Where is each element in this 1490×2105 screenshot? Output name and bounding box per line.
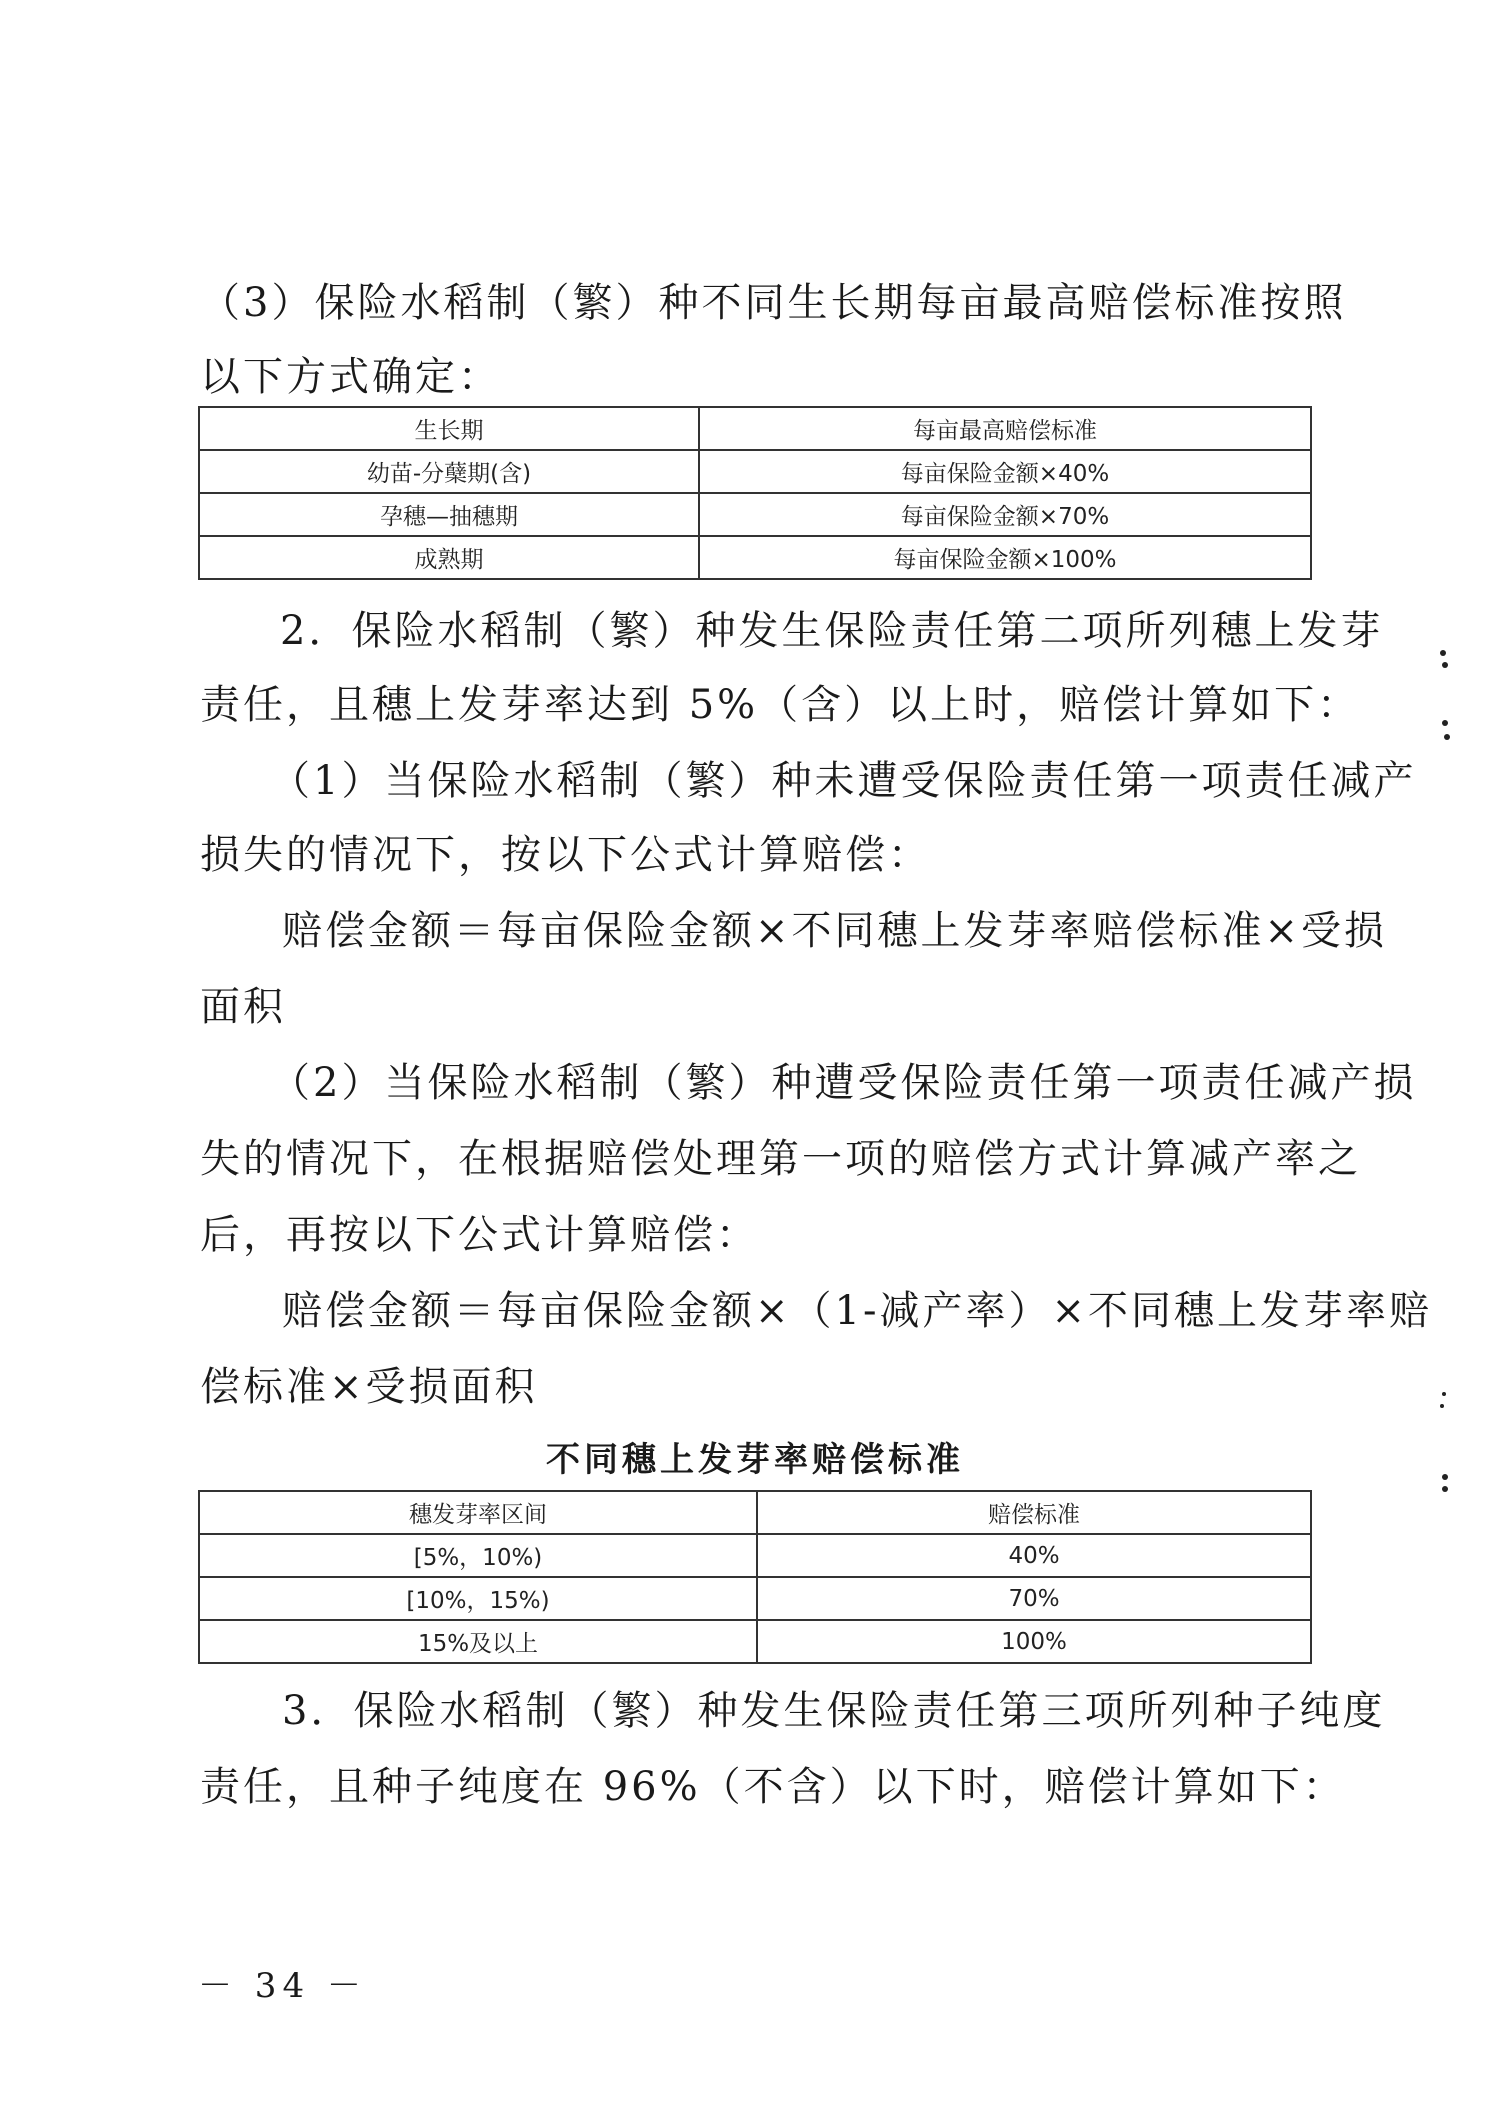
table-cell: 70% [757,1577,1311,1620]
paragraph-line: （2）当保险水稻制（繁）种遭受保险责任第一项责任减产损 [270,1060,1417,1106]
paragraph-line: 责任，且穗上发芽率达到 5%（含）以上时，赔偿计算如下： [200,682,1361,728]
paragraph-line: 3．保险水稻制（繁）种发生保险责任第三项所列种子纯度 [282,1688,1386,1734]
paragraph-line: （1）当保险水稻制（繁）种未遭受保险责任第一项责任减产 [270,758,1417,804]
table-cell: [10%，15%) [199,1577,757,1620]
table-cell: 每亩保险金额×100% [699,536,1311,579]
formula-line: 面积 [200,984,286,1030]
formula-line: 偿标准×受损面积 [200,1364,538,1410]
table-cell: [5%，10%) [199,1534,757,1577]
paragraph-line: 责任，且种子纯度在 96%（不含）以下时，赔偿计算如下： [200,1764,1346,1810]
scan-speck [1440,650,1446,656]
paragraph-line: 2．保险水稻制（繁）种发生保险责任第二项所列穗上发芽 [280,608,1384,654]
table-cell: 15%及以上 [199,1620,757,1663]
table-row [199,493,1311,536]
paragraph-line: 后，再按以下公式计算赔偿： [200,1212,759,1258]
sprouting-rate-compensation-table [198,1490,1312,1664]
table-row [199,1620,1311,1663]
scan-speck [1442,720,1448,726]
table-row [199,1577,1311,1620]
page-number: － 34 － [198,1966,367,2006]
table-header-cell: 每亩最高赔偿标准 [699,407,1311,450]
table-header-cell: 赔偿标准 [757,1491,1311,1534]
table-caption: 不同穗上发芽率赔偿标准 [546,1440,964,1480]
table-cell: 100% [757,1620,1311,1663]
table-cell: 幼苗-分蘖期(含) [199,450,699,493]
formula-line: 赔偿金额＝每亩保险金额×（1-减产率）×不同穗上发芽率赔 [282,1288,1432,1334]
scan-speck [1442,1486,1448,1492]
scan-speck [1440,1404,1444,1408]
table-cell: 40% [757,1534,1311,1577]
scan-speck [1442,662,1448,668]
table-row [199,536,1311,579]
scan-speck [1444,734,1450,740]
table-header-row [199,1491,1311,1534]
table-header-row [199,407,1311,450]
formula-line: 赔偿金额＝每亩保险金额×不同穗上发芽率赔偿标准×受损 [282,908,1388,954]
scan-margin-marks [1438,0,1458,2105]
scan-speck [1442,1474,1448,1480]
paragraph-line: 以下方式确定： [200,354,501,400]
scan-speck [1442,1392,1446,1396]
table-header-cell: 穗发芽率区间 [199,1491,757,1534]
table-header-cell: 生长期 [199,407,699,450]
table-cell: 每亩保险金额×40% [699,450,1311,493]
paragraph-line: 失的情况下，在根据赔偿处理第一项的赔偿方式计算减产率之 [200,1136,1361,1182]
table-row [199,450,1311,493]
table-cell: 成熟期 [199,536,699,579]
table-cell: 孕穗—抽穗期 [199,493,699,536]
table-row [199,1534,1311,1577]
growth-stage-compensation-table [198,406,1312,580]
paragraph-line: 损失的情况下，按以下公式计算赔偿： [200,832,931,878]
paragraph-line: （3）保险水稻制（繁）种不同生长期每亩最高赔偿标准按照 [200,280,1347,326]
table-cell: 每亩保险金额×70% [699,493,1311,536]
